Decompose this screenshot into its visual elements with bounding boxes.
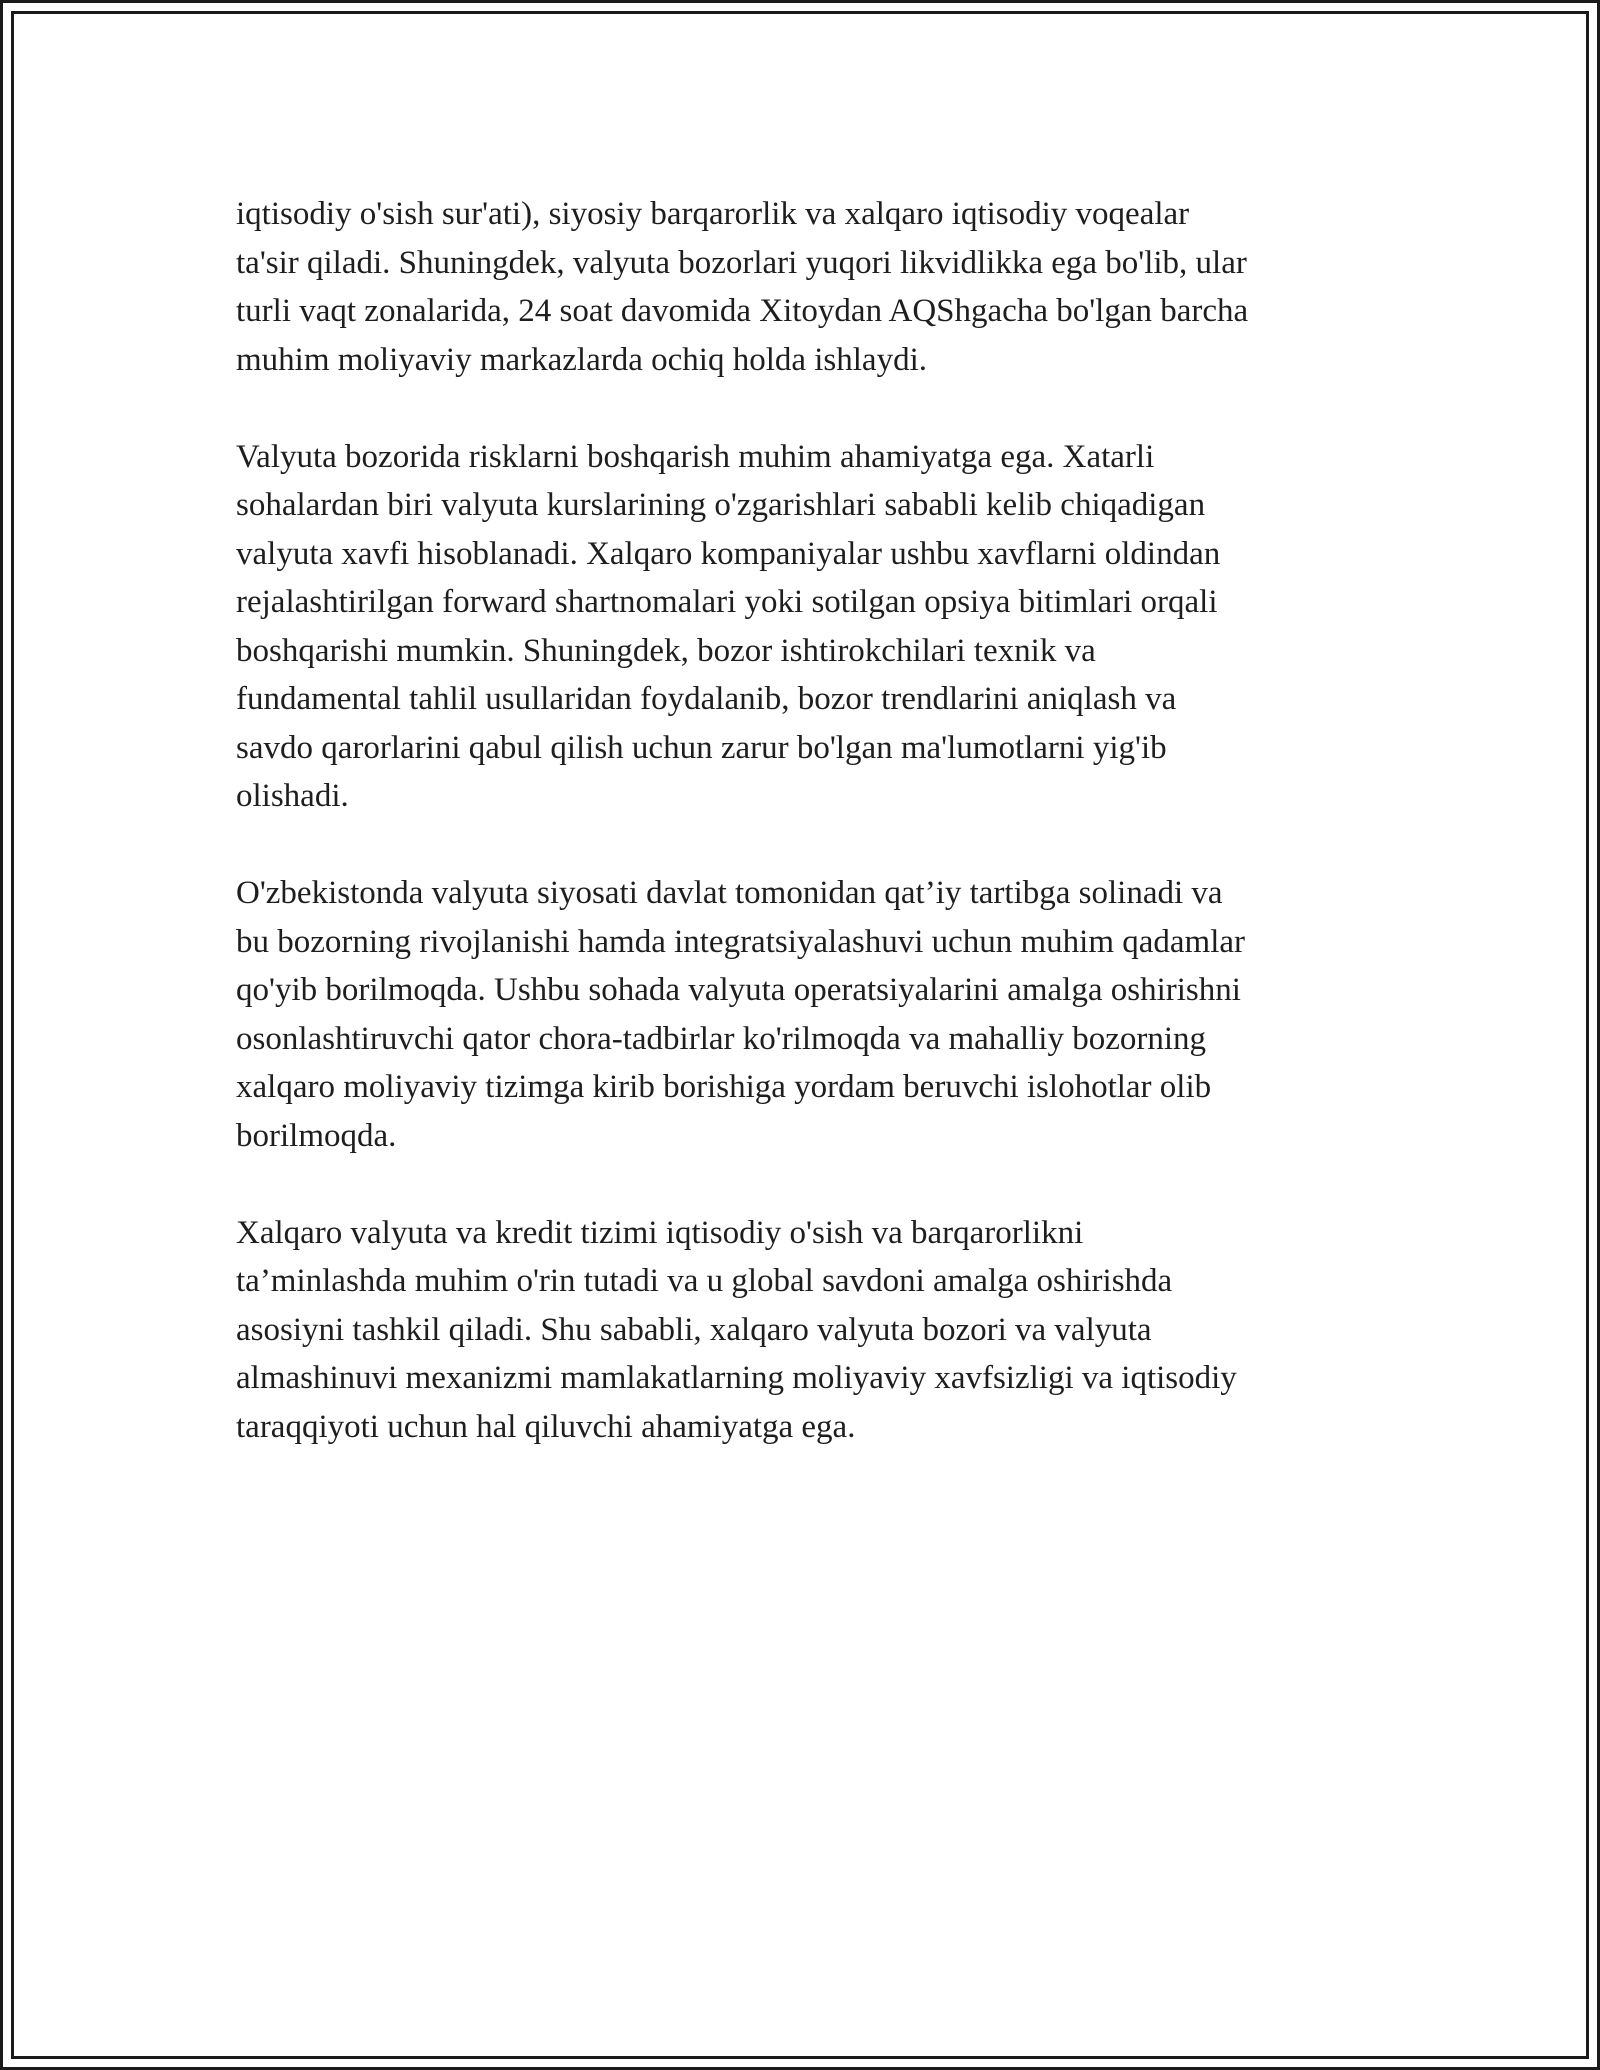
- paragraph-3: [236, 869, 1376, 1160]
- text-line: Valyuta bozorida risklarni boshqarish muhim ahamiyatga ega. Xatarli: [236, 438, 1155, 475]
- text-line: bu bozorning rivojlanishi hamda integratsiyalashuvi uchun muhim qadamlar: [236, 923, 1246, 960]
- paragraph-4: [236, 1209, 1376, 1452]
- text-line: turli vaqt zonalarida, 24 soat davomida Xitoydan AQShgacha bo'lgan barcha: [236, 293, 1249, 329]
- text-line: Xalqaro valyuta va kredit tizimi iqtisodiy o'sish va barqarorlikni: [236, 1214, 1084, 1251]
- text-line: borilmoqda.: [236, 1117, 397, 1154]
- text-line: osonlashtiruvchi qator chora-tadbirlar ko'rilmoqda va mahalliy bozorning: [236, 1020, 1207, 1057]
- text-line: valyuta xavfi hisoblanadi. Xalqaro kompaniyalar ushbu xavflarni oldindan: [236, 535, 1221, 572]
- text-line: xalqaro moliyaviy tizimga kirib borishiga yordam beruvchi islohotlar olib: [236, 1069, 1212, 1105]
- text-line: O'zbekistonda valyuta siyosati davlat tomonidan qat’iy tartibga solinadi va: [236, 875, 1223, 911]
- text-line: ta’minlashda muhim o'rin tutadi va u global savdoni amalga oshirishda: [236, 1263, 1173, 1299]
- paragraph-1: [236, 190, 1376, 384]
- text-line: ta'sir qiladi. Shuningdek, valyuta bozorlari yuqori likvidlikka ega bo'lib, ular: [236, 244, 1247, 281]
- text-line: rejalashtirilgan forward shartnomalari yoki sotilgan opsiya bitimlari orqali: [236, 584, 1218, 620]
- text-line: fundamental tahlil usullaridan foydalanib, bozor trendlarini aniqlash va: [236, 681, 1177, 717]
- text-line: almashinuvi mexanizmi mamlakatlarning moliyaviy xavfsizligi va iqtisodiy: [236, 1360, 1237, 1396]
- text-line: olishadi.: [236, 778, 349, 814]
- text-line: asosiyni tashkil qiladi. Shu sababli, xalqaro valyuta bozori va valyuta: [236, 1311, 1152, 1348]
- text-line: qo'yib borilmoqda. Ushbu sohada valyuta operatsiyalarini amalga oshirishni: [236, 972, 1241, 1008]
- text-line: iqtisodiy o'sish sur'ati), siyosiy barqarorlik va xalqaro iqtisodiy voqealar: [236, 196, 1190, 232]
- text-line: muhim moliyaviy markazlarda ochiq holda ishlaydi.: [236, 341, 928, 378]
- paragraph-2: [236, 433, 1376, 821]
- text-line: savdo qarorlarini qabul qilish uchun zarur bo'lgan ma'lumotlarni yig'ib: [236, 729, 1167, 766]
- document-body: [236, 190, 1376, 1500]
- text-line: sohalardan biri valyuta kurslarining o'zgarishlari sababli kelib chiqadigan: [236, 487, 1206, 523]
- text-line: taraqqiyoti uchun hal qiluvchi ahamiyatga ega.: [236, 1408, 856, 1445]
- text-line: boshqarishi mumkin. Shuningdek, bozor ishtirokchilari texnik va: [236, 632, 1096, 669]
